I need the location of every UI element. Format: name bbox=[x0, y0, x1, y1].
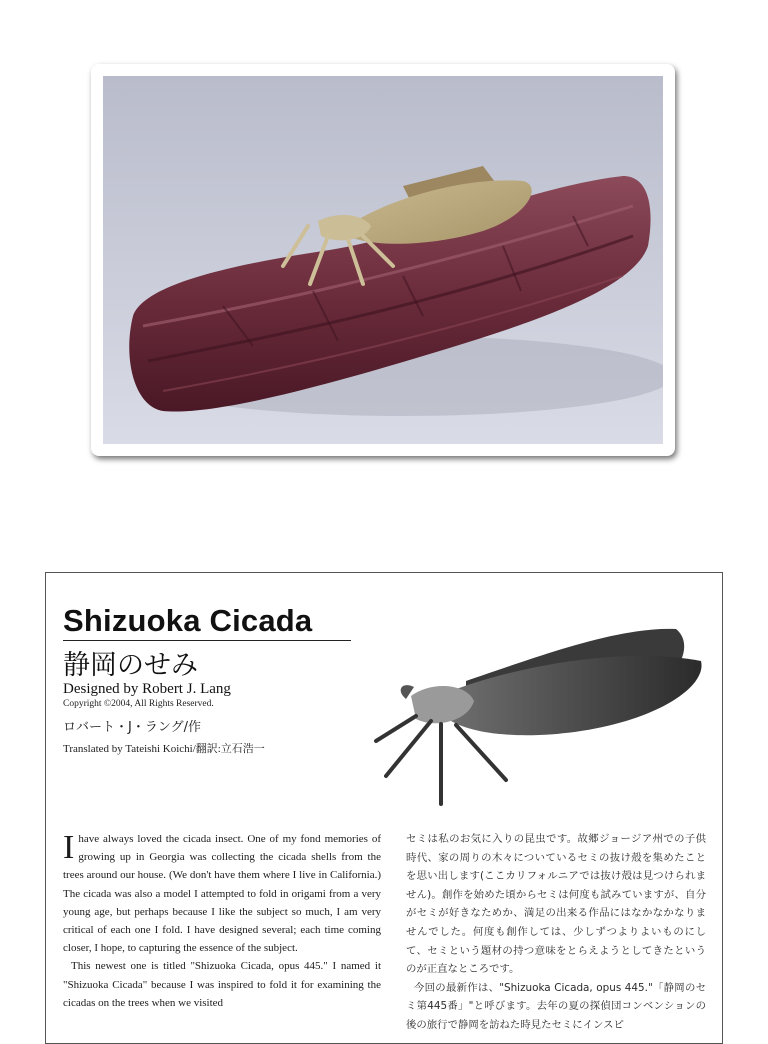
designer-credit: Designed by Robert J. Lang bbox=[63, 681, 231, 697]
cicada-illustration bbox=[356, 621, 706, 811]
drop-cap: I bbox=[63, 829, 75, 866]
title-japanese: 静岡のせみ bbox=[63, 650, 198, 681]
article-body-japanese bbox=[406, 830, 706, 1035]
origami-cicada-photo bbox=[103, 76, 663, 444]
author-japanese: ロバート・J・ラング/作 bbox=[63, 720, 201, 735]
document-page bbox=[45, 572, 723, 1044]
copyright-notice: Copyright ©2004, All Rights Reserved. bbox=[63, 699, 214, 709]
paragraph: Ihave always loved the cicada insect. One of my fond memories of growing up in Georgia was collecting the cicada shells from the trees around our house. (We don't have them where I live in California.) The cicada was also a model I attempted to fold in origami from a very young age, but perhaps because I like the subject so much, I am very critical of each one I fold. I have designed several; each time coming closer, I hope, to capturing the essence of the subject. bbox=[63, 829, 381, 955]
page-title: Shizuoka Cicada bbox=[63, 603, 313, 638]
title-underline bbox=[63, 640, 351, 641]
paragraph: 今回の最新作は、"Shizuoka Cicada, opus 445."「静岡のセミ第445番」"と呼びます。去年の夏の探偵団コンベンションの後の旅行で静岡を訪ねた時見たセミにインスピ bbox=[406, 981, 706, 1031]
translator-credit: Translated by Tateishi Koichi/翻訳:立石浩一 bbox=[63, 743, 265, 755]
article-body-english bbox=[63, 830, 381, 1012]
paragraph: セミは私のお気に入りの昆虫です。故郷ジョージア州での子供時代、家の周りの木々についているセミの抜け殻を集めたことを思い出します(ここカリフォルニアでは抜け殻は見つけられません)。創作を始めた頃からセミは何度も試みていますが、自分がセミが好きなためか、満足の出来る作品にはなかなかなりませんでした。何度も創作しては、少しずつよりよいものにして、セミという題材の持つ意味をとらえようとしてきたというのが正直なところです。 bbox=[406, 833, 706, 976]
origami-photo-card bbox=[91, 64, 675, 456]
paragraph: This newest one is titled "Shizuoka Cicada, opus 445." I named it "Shizuoka Cicada" because I was inspired to fold it for examining the cicadas on the trees when we visited bbox=[63, 960, 381, 1009]
